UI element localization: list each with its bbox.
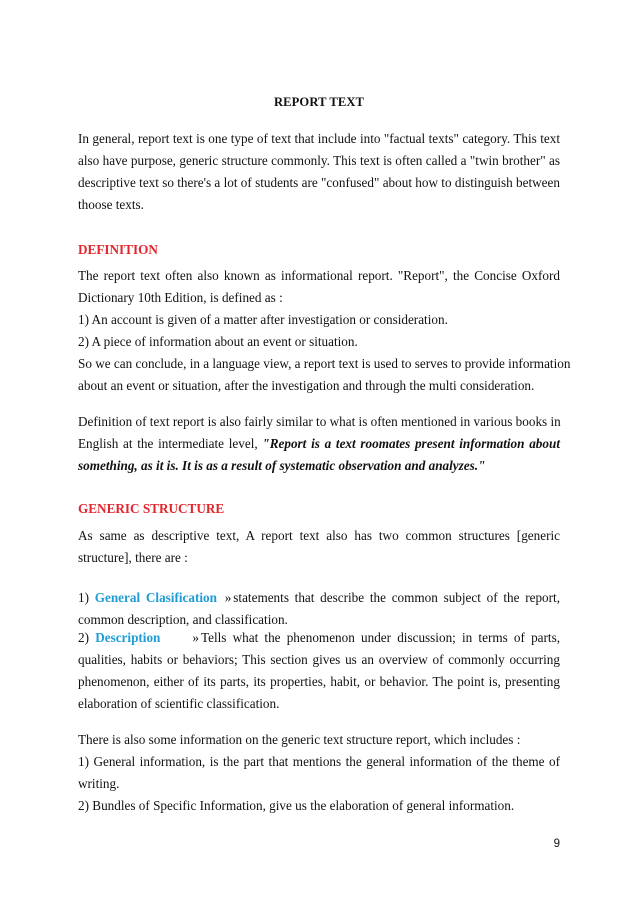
text-line: So we can conclude, in a language view, a report text is used to serves to provide information bbox=[78, 356, 571, 371]
text-fragment: English at the intermediate level, bbox=[78, 436, 263, 451]
text-line bbox=[78, 433, 560, 455]
text-line: about an event or situation, after the investigation and through the multi consideration. bbox=[78, 378, 535, 393]
text-line: thoose texts. bbox=[78, 197, 144, 212]
generic-structure-heading: GENERIC STRUCTURE bbox=[78, 501, 225, 516]
term-description: Description bbox=[95, 630, 161, 645]
arrow-icon: » bbox=[224, 590, 232, 605]
text-line: structure], there are : bbox=[78, 550, 188, 565]
item-text: Tells what the phenomenon under discussion; in terms of parts, bbox=[200, 630, 561, 645]
text-line: Dictionary 10th Edition, is defined as : bbox=[78, 290, 283, 305]
text-line: In general, report text is one type of text that include into "factual texts" category. This text bbox=[78, 131, 560, 146]
item-number: 2) bbox=[78, 630, 89, 645]
intro-paragraph bbox=[78, 128, 560, 216]
arrow-icon: » bbox=[192, 630, 199, 645]
definition-paragraph bbox=[78, 265, 571, 397]
text-line: writing. bbox=[78, 776, 120, 791]
text-line bbox=[78, 587, 560, 609]
definition-quote-paragraph bbox=[78, 411, 560, 477]
text-line: also have purpose, generic structure commonly. This text is often called a "twin brother" as bbox=[78, 153, 560, 168]
item-number: 1) bbox=[78, 590, 89, 605]
text-line: 1) An account is given of a matter after investigation or consideration. bbox=[78, 312, 448, 327]
quote-line: something, as it is. It is as a result of systematic observation and analyzes." bbox=[78, 458, 486, 473]
text-line: descriptive text so there's a lot of students are "confused" about how to distinguish between bbox=[78, 175, 560, 190]
text-line: There is also some information on the generic text structure report, which includes : bbox=[78, 732, 521, 747]
text-line: 2) Bundles of Specific Information, give us the elaboration of general information. bbox=[78, 798, 515, 813]
document-title: REPORT TEXT bbox=[273, 95, 365, 109]
text-line: phenomenon, either of its parts, its properties, habit, or behavior. The point is, presenting bbox=[78, 674, 560, 689]
page-number: 9 bbox=[553, 838, 560, 850]
structure-item-2 bbox=[78, 627, 560, 715]
text-line: 2) A piece of information about an event or situation. bbox=[78, 334, 358, 349]
quote-fragment: "Report is a text roomates present information about bbox=[262, 436, 560, 451]
text-line: qualities, habits or behaviors; This section gives us an overview of commonly occurring bbox=[78, 652, 560, 667]
text-line: 1) General information, is the part that mentions the general information of the theme of bbox=[78, 754, 560, 769]
text-line: Definition of text report is also fairly similar to what is often mentioned in various books in bbox=[78, 414, 561, 429]
generic-structure-intro bbox=[78, 525, 560, 569]
text-line: common description, and classification. bbox=[78, 612, 288, 627]
term-general-clasification: General Clasification bbox=[94, 590, 217, 605]
text-line: As same as descriptive text, A report text also has two common structures [generic bbox=[78, 528, 560, 543]
text-line: elaboration of scientific classification. bbox=[78, 696, 280, 711]
extra-info-paragraph bbox=[78, 729, 560, 817]
text-line: The report text often also known as informational report. "Report", the Concise Oxford bbox=[78, 268, 560, 283]
text-line bbox=[78, 627, 560, 649]
definition-heading: DEFINITION bbox=[78, 242, 158, 257]
structure-item-1 bbox=[78, 587, 560, 631]
item-text: statements that describe the common subject of the report, bbox=[233, 590, 561, 605]
